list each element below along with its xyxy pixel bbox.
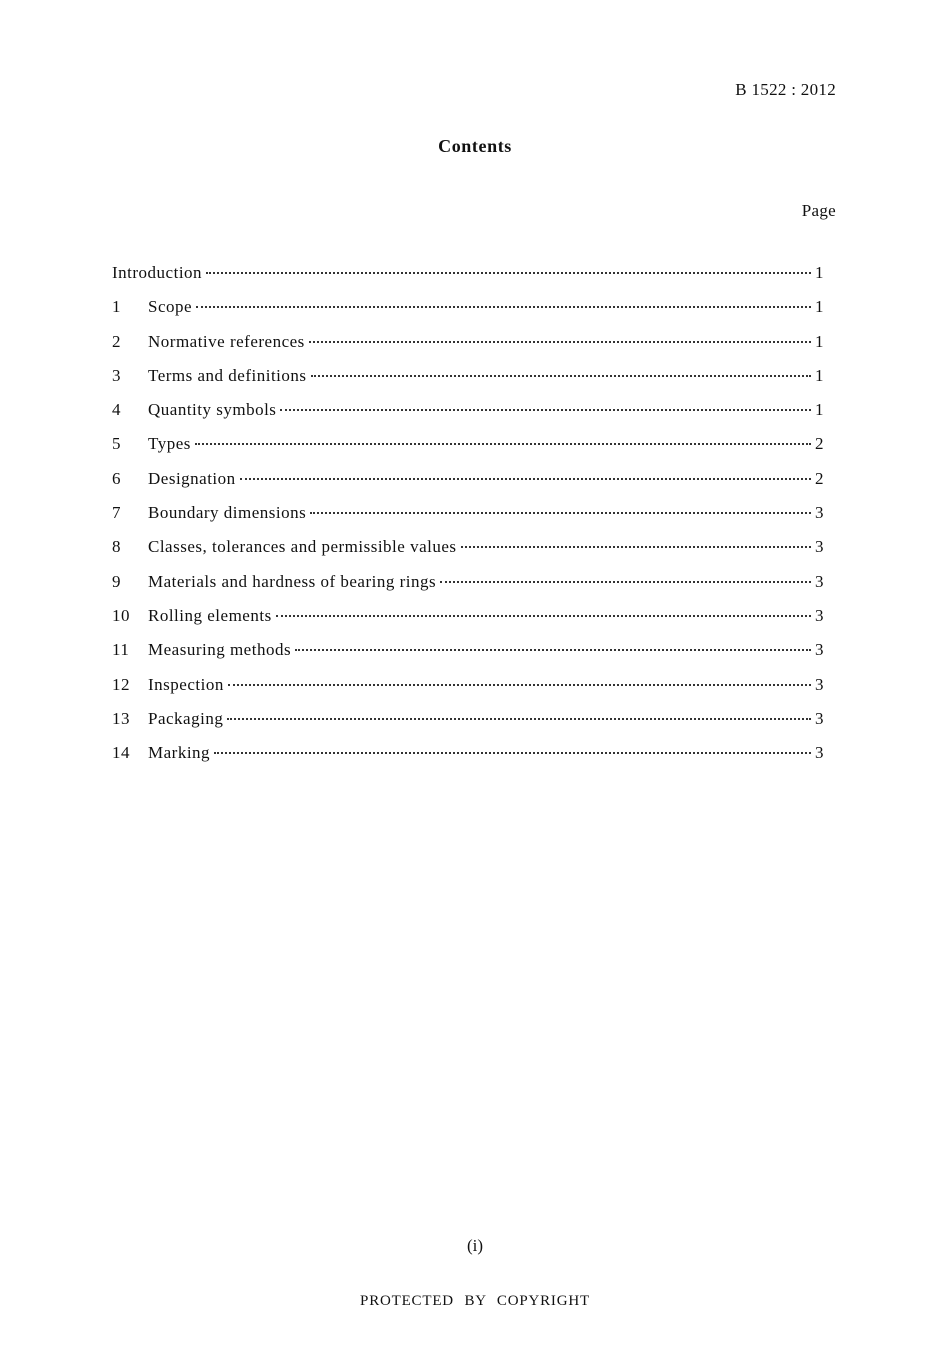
toc-entry-page: 1: [815, 263, 824, 282]
toc-entry[interactable]: [112, 297, 824, 331]
toc-entry-page: 3: [815, 743, 824, 763]
page-folio: (i): [466, 1236, 484, 1255]
dot-leader: [228, 684, 811, 686]
toc-entry-number: 3: [112, 365, 121, 385]
toc-entry-title: Measuring methods: [148, 640, 292, 660]
toc-entry-title: Scope: [148, 297, 193, 317]
toc-entry-page: 1: [815, 331, 824, 351]
toc-entry-page: 3: [815, 605, 824, 625]
toc-entry[interactable]: [112, 400, 824, 434]
toc-entry-page: 3: [815, 503, 824, 523]
toc-entry-title: Boundary dimensions: [148, 503, 307, 523]
toc-entry-number: 10: [112, 605, 130, 625]
toc-entry-page: 3: [815, 708, 824, 728]
dot-leader: [227, 718, 811, 720]
toc-entry[interactable]: [112, 537, 824, 571]
toc-entry-title: Inspection: [148, 674, 224, 694]
toc-entry-page: 2: [815, 468, 824, 488]
toc-entry-number: 5: [112, 434, 121, 454]
toc-entry-title: Designation: [148, 468, 236, 488]
toc-entry[interactable]: [112, 572, 824, 606]
toc-entry[interactable]: [112, 263, 824, 297]
toc-entry[interactable]: [112, 503, 824, 537]
toc-entry[interactable]: [112, 675, 824, 709]
toc-entry-page: 2: [815, 434, 824, 454]
dot-leader: [276, 615, 811, 617]
toc-entry-number: 8: [112, 537, 121, 557]
dot-leader: [206, 272, 811, 274]
dot-leader: [461, 546, 811, 548]
toc-entry-title: Terms and definitions: [148, 365, 307, 385]
dot-leader: [240, 478, 811, 480]
toc-entry-title: Packaging: [148, 708, 224, 728]
toc-entry-number: 11: [112, 640, 130, 660]
toc-entry-number: 14: [112, 743, 130, 763]
toc-entry-title: Materials and hardness of bearing rings: [148, 571, 437, 591]
toc-entry-page: 1: [815, 400, 824, 420]
toc-entry-page: 3: [815, 571, 824, 591]
page-column-label: Page: [801, 201, 836, 220]
toc-entry-page: 3: [815, 640, 824, 660]
toc-entry-page: 3: [815, 537, 824, 557]
toc-entry[interactable]: [112, 606, 824, 640]
toc-entry-title: Normative references: [148, 331, 305, 351]
dot-leader: [280, 409, 811, 411]
toc-entry-page: 1: [815, 297, 824, 317]
dot-leader: [311, 375, 811, 377]
table-of-contents: [112, 263, 824, 777]
toc-entry-title: Introduction: [112, 263, 203, 282]
toc-entry[interactable]: [112, 469, 824, 503]
toc-entry[interactable]: [112, 640, 824, 674]
dot-leader: [196, 306, 811, 308]
toc-entry-number: 4: [112, 400, 121, 420]
copyright-notice: PROTECTED BY COPYRIGHT: [360, 1293, 590, 1309]
toc-entry-number: 2: [112, 331, 121, 351]
dot-leader: [440, 581, 811, 583]
document-id: B 1522 : 2012: [735, 80, 836, 99]
toc-entry-page: 1: [815, 365, 824, 385]
toc-entry[interactable]: [112, 366, 824, 400]
page-title: Contents: [438, 136, 512, 156]
dot-leader: [310, 512, 811, 514]
toc-entry-title: Types: [148, 434, 191, 454]
toc-entry-number: 12: [112, 674, 130, 694]
toc-entry-number: 13: [112, 708, 130, 728]
toc-entry-title: Marking: [148, 743, 211, 763]
dot-leader: [295, 649, 811, 651]
toc-entry[interactable]: [112, 332, 824, 366]
toc-entry-title: Classes, tolerances and permissible values: [148, 537, 457, 557]
toc-entry-number: 6: [112, 468, 121, 488]
toc-entry-title: Rolling elements: [148, 605, 272, 625]
toc-entry-number: 7: [112, 503, 121, 523]
toc-entry[interactable]: [112, 743, 824, 777]
toc-entry[interactable]: [112, 434, 824, 468]
dot-leader: [195, 443, 811, 445]
toc-entry-title: Quantity symbols: [148, 400, 277, 420]
dot-leader: [309, 341, 811, 343]
toc-entry-number: 9: [112, 571, 121, 591]
dot-leader: [214, 752, 811, 754]
toc-entry-number: 1: [112, 297, 121, 317]
toc-entry[interactable]: [112, 709, 824, 743]
toc-entry-page: 3: [815, 674, 824, 694]
